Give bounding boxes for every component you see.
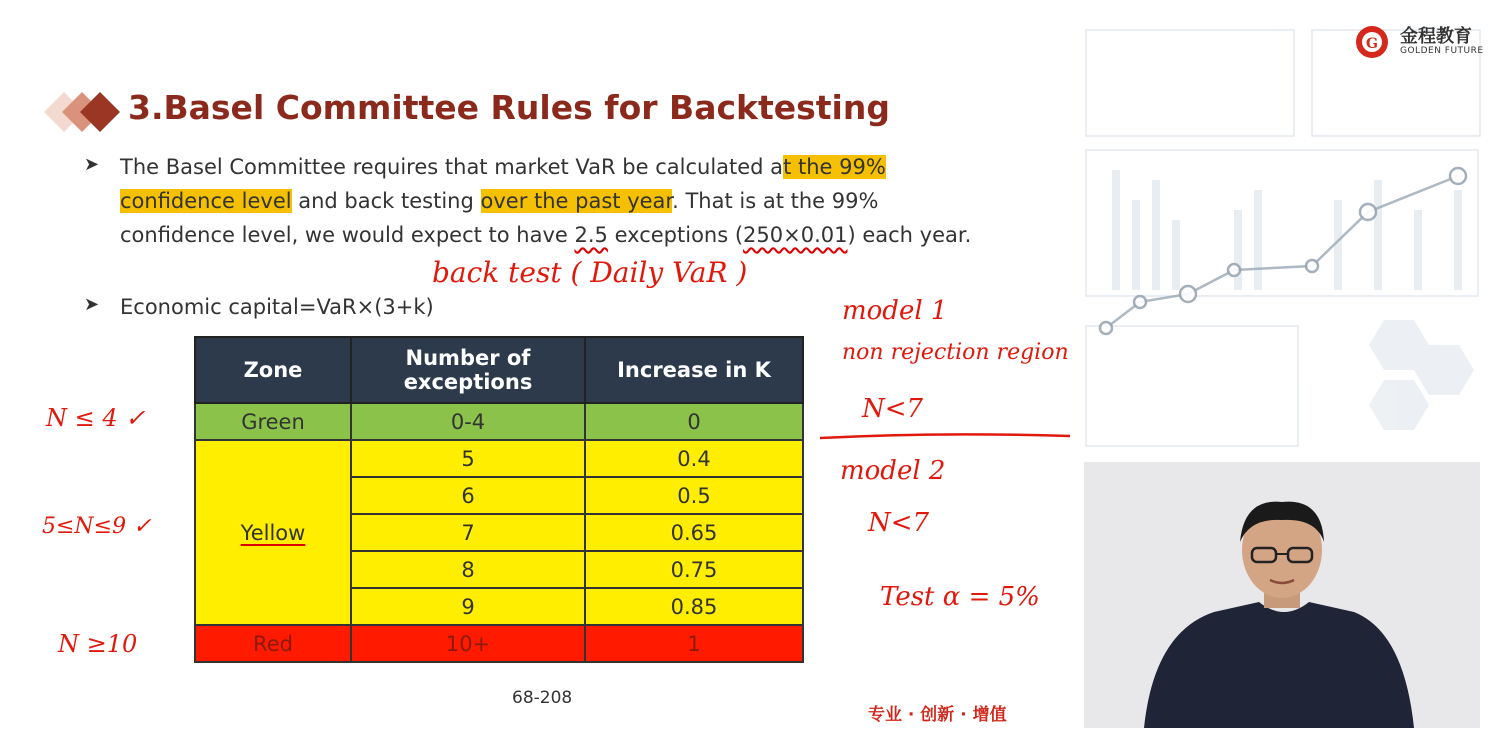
- highlight-past-year: over the past year: [480, 189, 673, 213]
- zone-green: Green: [195, 403, 351, 440]
- cell-exceptions: 0-4: [351, 403, 585, 440]
- slogan: 专业 · 创新 · 增值: [868, 705, 1007, 725]
- cell-exceptions: 6: [351, 477, 585, 514]
- highlight-confidence-level: confidence level: [120, 189, 292, 213]
- header-zone: Zone: [195, 337, 351, 403]
- annotation-divider-line: [818, 426, 1074, 442]
- underline-2-5: 2.5: [574, 223, 608, 247]
- annotation-backtest: back test ( Daily VaR ): [432, 256, 748, 289]
- bullet-text: . That is at the 99% confidence level, we would expect to have: [120, 189, 879, 247]
- zone-yellow: [195, 440, 351, 625]
- annotation-test-alpha: Test α = 5%: [880, 582, 1040, 612]
- zone-red: Red: [195, 625, 351, 662]
- annotation-model1: model 1: [842, 296, 948, 326]
- zone-yellow-label: Yellow: [240, 520, 306, 545]
- cell-k: 0.75: [585, 551, 803, 588]
- cell-exceptions: 9: [351, 588, 585, 625]
- logo-text-cn: 金程教育: [1400, 26, 1472, 47]
- bullet-text: ) each year.: [847, 223, 972, 247]
- bullet-text: The Basel Committee requires that market VaR be calculated a: [120, 155, 784, 179]
- annotation-nonrejection: non rejection region: [842, 340, 1069, 365]
- table-row-green: [195, 403, 803, 440]
- annotation-n-5-9: 5≤N≤9 ✓: [42, 514, 152, 539]
- cell-exceptions: 5: [351, 440, 585, 477]
- table-row-yellow: [195, 440, 803, 477]
- annotation-model2: model 2: [840, 456, 946, 486]
- logo-text-en: GOLDEN FUTURE: [1400, 46, 1484, 56]
- bullet-basel-requirement: [120, 150, 990, 252]
- cell-exceptions: 10+: [351, 625, 585, 662]
- page-number: 68-208: [512, 688, 573, 708]
- decorative-background-graphic: [1084, 20, 1484, 460]
- bullet-arrow-icon: ➤: [84, 154, 100, 175]
- table-row-red: [195, 625, 803, 662]
- bullet-text: exceptions (: [607, 223, 744, 247]
- cell-k: 0.5: [585, 477, 803, 514]
- annotation-n-lt-7-a: N<7: [862, 394, 924, 424]
- golden-future-logo-icon: [1354, 24, 1394, 60]
- cell-k: 0.85: [585, 588, 803, 625]
- underline-250x001: 250×0.01: [743, 223, 848, 247]
- cell-k: 0.65: [585, 514, 803, 551]
- annotation-n-le-4: N ≤ 4 ✓: [46, 404, 146, 432]
- highlight-99: t the 99%: [783, 155, 886, 179]
- cell-exceptions: 7: [351, 514, 585, 551]
- cell-k: 1: [585, 625, 803, 662]
- title-diamond-icon: [44, 92, 124, 132]
- annotation-n-lt-7-b: N<7: [868, 508, 930, 538]
- annotation-n-ge-10: N ≥10: [58, 630, 138, 658]
- header-increase-k: Increase in K: [585, 337, 803, 403]
- cell-k: 0: [585, 403, 803, 440]
- bullet-arrow-icon: ➤: [84, 294, 100, 315]
- slide-title: 3.Basel Committee Rules for Backtesting: [128, 88, 890, 127]
- cell-k: 0.4: [585, 440, 803, 477]
- backtesting-zone-table: [194, 336, 804, 663]
- presenter-figure: [1084, 462, 1480, 728]
- header-exceptions: Number of exceptions: [351, 337, 585, 403]
- cell-exceptions: 8: [351, 551, 585, 588]
- bullet-text: and back testing: [291, 189, 481, 213]
- webcam-presenter-video: [1084, 462, 1480, 728]
- svg-text:G: G: [1366, 36, 1378, 52]
- bullet-economic-capital: Economic capital=VaR×(3+k): [120, 295, 434, 319]
